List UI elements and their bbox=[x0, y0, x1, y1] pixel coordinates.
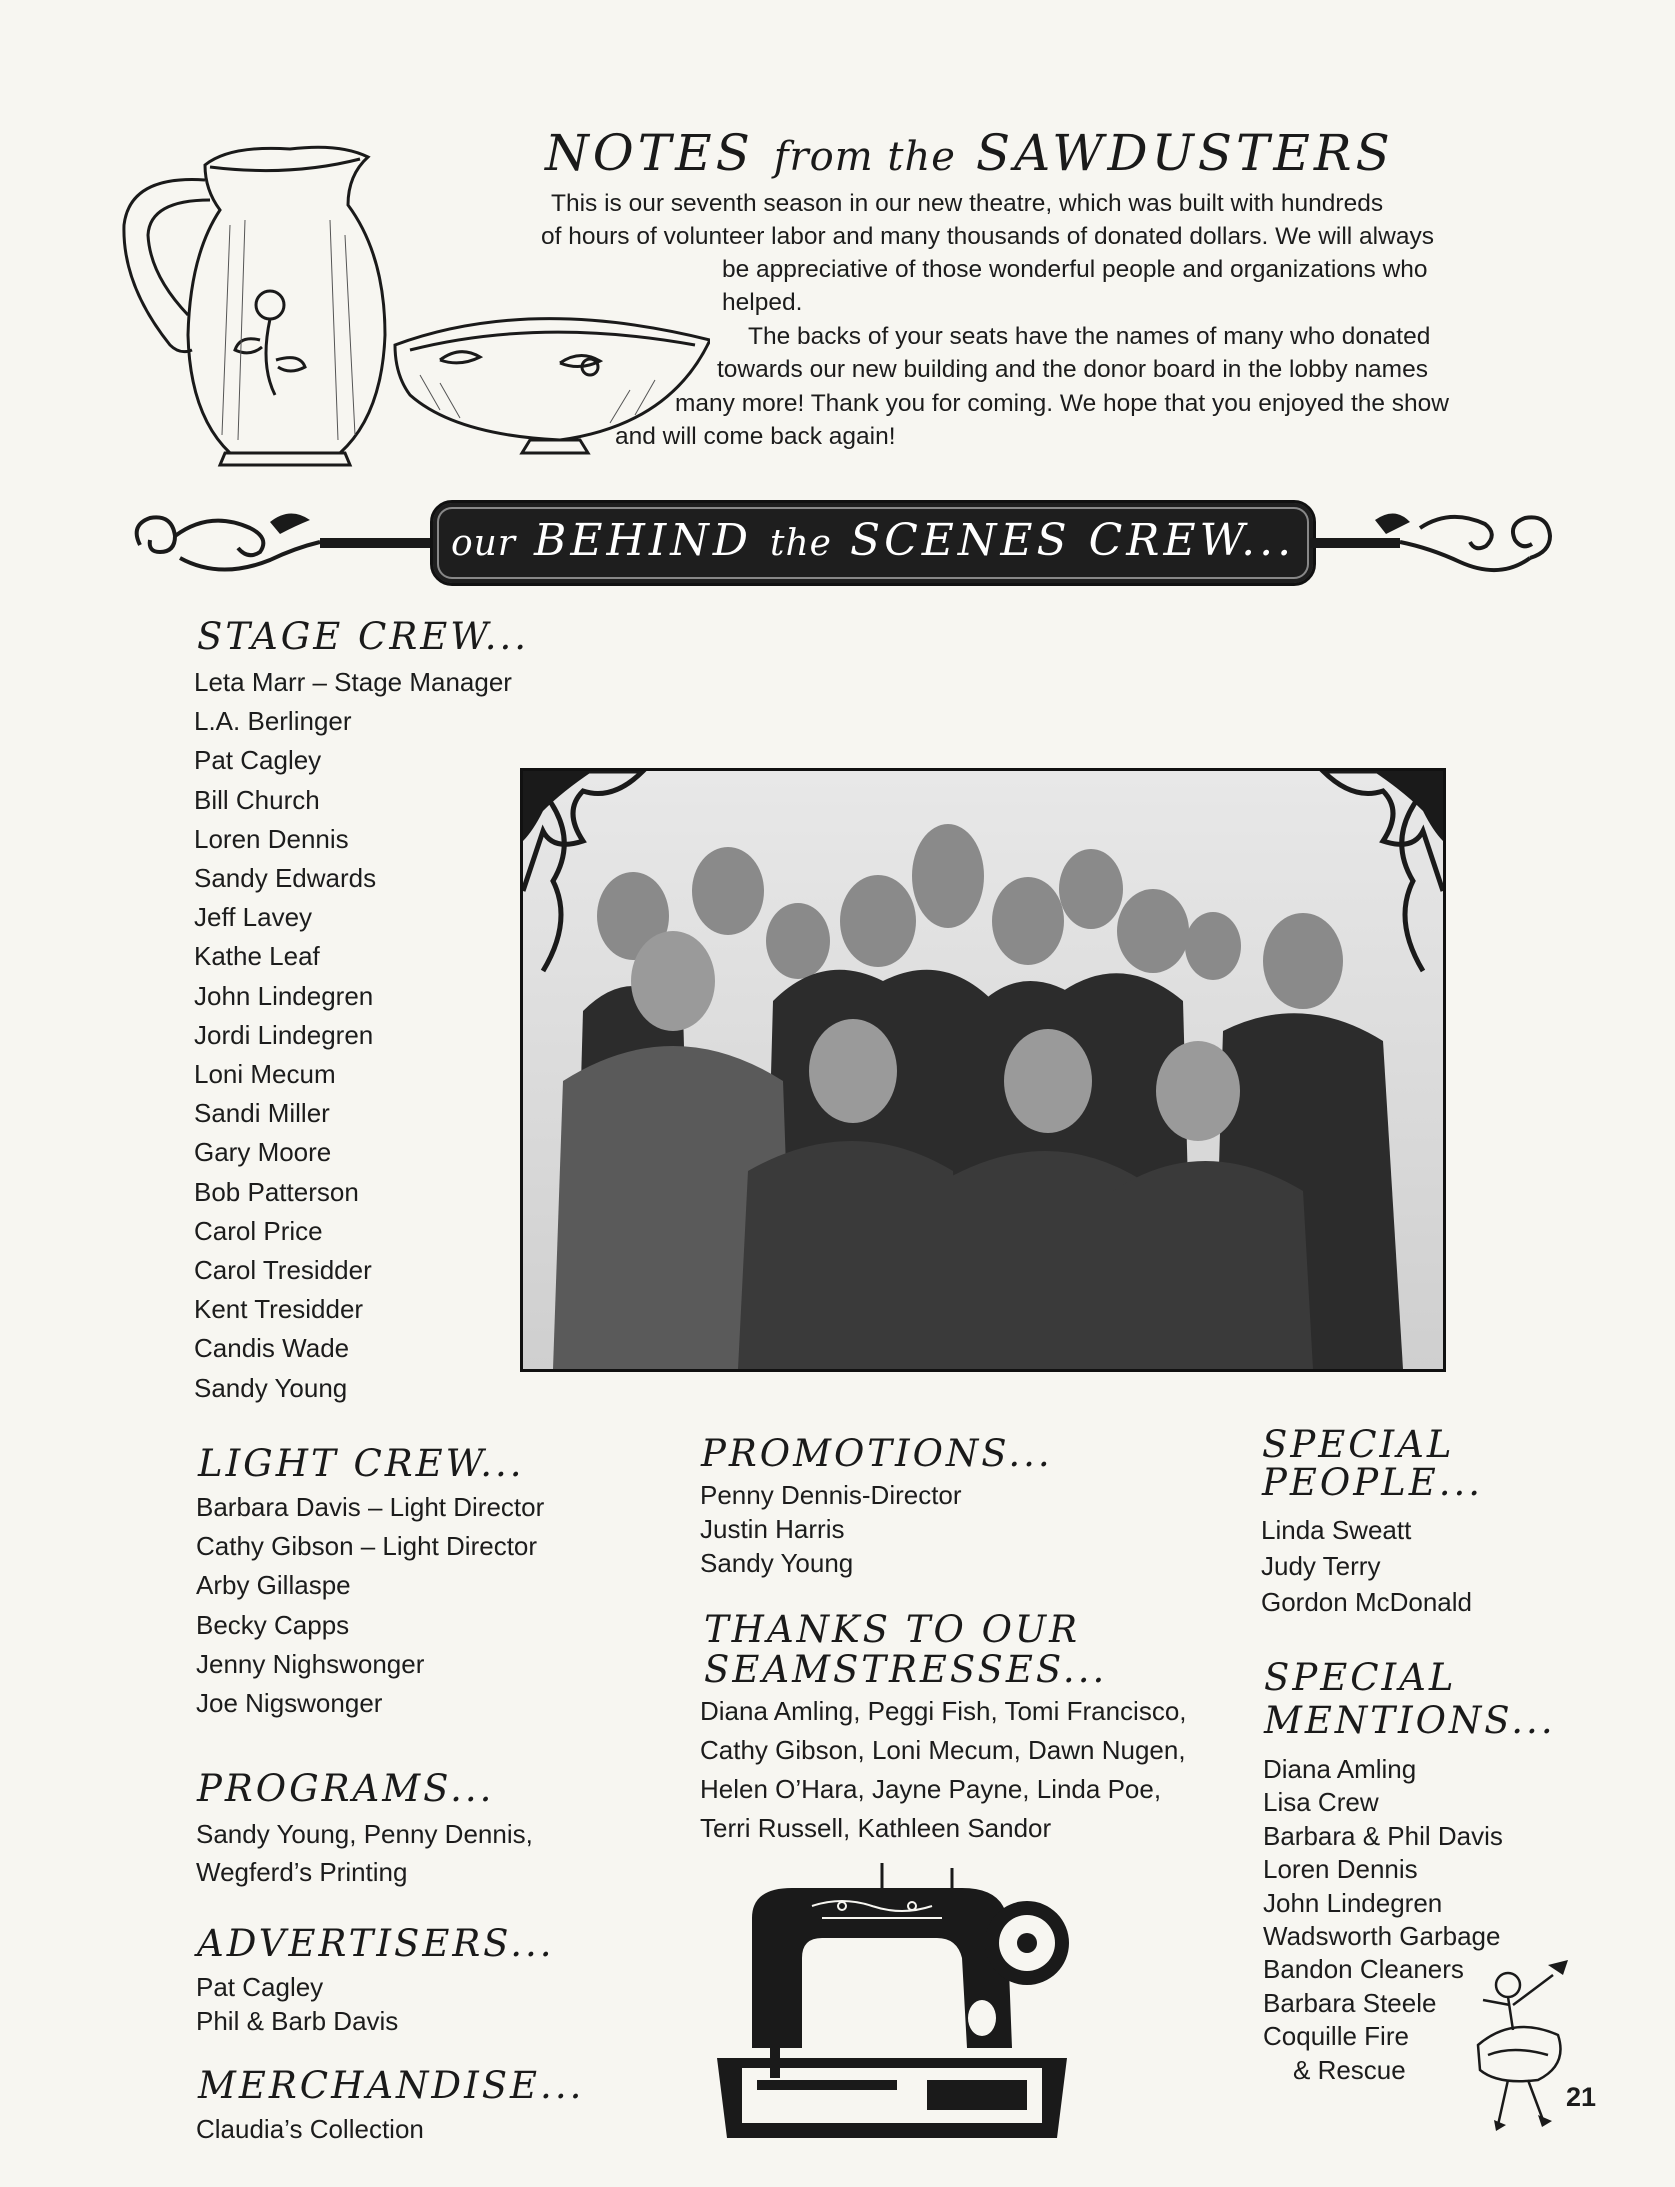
list-item: Wadsworth Garbage bbox=[1263, 1921, 1501, 1952]
notes-line-3: be appreciative of those wonderful people and organizations who bbox=[722, 256, 1428, 283]
list-item: Jordi Lindegren bbox=[194, 1019, 374, 1050]
page-number: 21 bbox=[1566, 2082, 1597, 2112]
list-item: Gordon McDonald bbox=[1261, 1587, 1472, 1617]
list-item: Cathy Gibson – Light Director bbox=[196, 1531, 538, 1562]
left-scroll-ornament bbox=[120, 500, 440, 590]
list-item: Candis Wade bbox=[194, 1333, 350, 1364]
behind-the-scenes-banner bbox=[120, 500, 1570, 590]
list-item: Linda Sweatt bbox=[1261, 1515, 1412, 1545]
list-item: Sandy Young, Penny Dennis, bbox=[196, 1819, 533, 1849]
special-people-list bbox=[1261, 1512, 1472, 1620]
right-scroll-ornament bbox=[1310, 500, 1570, 590]
list-item: Loren Dennis bbox=[194, 823, 349, 854]
list-item: Becky Capps bbox=[196, 1609, 350, 1640]
list-item: Helen O’Hara, Jayne Payne, Linda Poe, bbox=[700, 1774, 1162, 1804]
list-item: Loni Mecum bbox=[194, 1059, 336, 1090]
list-item: Gary Moore bbox=[194, 1137, 332, 1168]
merchandise-list bbox=[196, 2112, 424, 2146]
list-item: Carol Price bbox=[194, 1215, 323, 1246]
advertisers-list bbox=[196, 1970, 398, 2038]
sewing-machine-illustration bbox=[712, 1858, 1072, 2148]
notes-line-2: of hours of volunteer labor and many thousands of donated dollars. We will always bbox=[541, 223, 1434, 250]
list-item: Diana Amling bbox=[1263, 1754, 1417, 1784]
list-item: & Rescue bbox=[1293, 2054, 1406, 2085]
list-item: Pat Cagley bbox=[194, 745, 322, 776]
notes-line-4: helped. bbox=[722, 289, 803, 316]
merchandise-title: MERCHANDISE... bbox=[198, 2064, 585, 2107]
list-item: Bob Patterson bbox=[194, 1176, 359, 1207]
list-item: Cathy Gibson, Loni Mecum, Dawn Nugen, bbox=[700, 1735, 1186, 1765]
list-item: L.A. Berlinger bbox=[194, 706, 352, 737]
seamstresses-list bbox=[700, 1692, 1187, 1848]
list-item: Bill Church bbox=[194, 784, 320, 815]
list-item: Sandy Young bbox=[194, 1372, 348, 1403]
list-item: Penny Dennis-Director bbox=[700, 1480, 962, 1510]
list-item: Claudia’s Collection bbox=[196, 2114, 424, 2144]
list-item: Leta Marr – Stage Manager bbox=[194, 667, 512, 697]
list-item: Terri Russell, Kathleen Sandor bbox=[700, 1813, 1052, 1843]
list-item: Lisa Crew bbox=[1263, 1787, 1379, 1818]
special-mentions-list bbox=[1263, 1753, 1503, 2087]
promotions-list bbox=[700, 1478, 962, 1580]
stage-crew-list bbox=[194, 663, 512, 1408]
list-item: Diana Amling, Peggi Fish, Tomi Francisco, bbox=[700, 1696, 1187, 1726]
list-item: Arby Gillaspe bbox=[196, 1570, 351, 1601]
list-item: Sandi Miller bbox=[194, 1098, 330, 1129]
notes-line-1: This is our seventh season in our new theatre, which was built with hundreds bbox=[551, 190, 1384, 217]
list-item: Joe Nigswonger bbox=[196, 1688, 383, 1719]
list-item: Barbara & Phil Davis bbox=[1263, 1820, 1503, 1851]
notes-line-7: many more! Thank you for coming. We hope that you enjoyed the show bbox=[675, 390, 1449, 417]
list-item: Wegferd’s Printing bbox=[196, 1857, 408, 1887]
advertisers-title: ADVERTISERS... bbox=[197, 1922, 555, 1965]
special-people-title: SPECIAL PEOPLE... bbox=[1262, 1423, 1483, 1504]
notes-title: NOTES from the SAWDUSTERS bbox=[545, 124, 1394, 182]
list-item: Sandy Edwards bbox=[194, 863, 377, 894]
banner-pill bbox=[430, 500, 1316, 586]
list-item: Bandon Cleaners bbox=[1263, 1954, 1464, 1985]
programs-list bbox=[196, 1815, 533, 1891]
list-item: Barbara Davis – Light Director bbox=[196, 1492, 545, 1522]
list-item: John Lindegren bbox=[1263, 1887, 1443, 1918]
list-item: Judy Terry bbox=[1261, 1551, 1381, 1581]
stage-crew-title: STAGE CREW... bbox=[197, 615, 530, 658]
list-item: Kathe Leaf bbox=[194, 941, 320, 972]
light-crew-title: LIGHT CREW... bbox=[198, 1442, 525, 1485]
list-item: Phil & Barb Davis bbox=[196, 2006, 399, 2036]
list-item: John Lindegren bbox=[194, 980, 374, 1011]
list-item: Loren Dennis bbox=[1263, 1854, 1418, 1885]
crew-group-photo bbox=[520, 768, 1446, 1372]
banner-title: our BEHIND the SCENES CREW... bbox=[450, 515, 1296, 566]
list-item: Carol Tresidder bbox=[194, 1255, 372, 1286]
list-item: Sandy Young bbox=[700, 1548, 854, 1578]
special-mentions-title: SPECIAL MENTIONS... bbox=[1264, 1656, 1556, 1742]
notes-line-5: The backs of your seats have the names of many who donated bbox=[748, 323, 1431, 350]
list-item: Pat Cagley bbox=[196, 1972, 324, 2002]
list-item: Barbara Steele bbox=[1263, 1987, 1437, 2018]
list-item: Justin Harris bbox=[700, 1514, 845, 1544]
notes-line-8: and will come back again! bbox=[615, 423, 896, 450]
promotions-title: PROMOTIONS... bbox=[701, 1432, 1053, 1475]
programs-title: PROGRAMS... bbox=[197, 1767, 495, 1810]
seamstresses-title: THANKS TO OUR SEAMSTRESSES... bbox=[704, 1608, 1108, 1691]
light-crew-list bbox=[196, 1488, 544, 1723]
list-item: Jenny Nighswonger bbox=[196, 1648, 425, 1679]
notes-line-6: towards our new building and the donor board in the lobby names bbox=[717, 356, 1428, 383]
list-item: Kent Tresidder bbox=[194, 1294, 364, 1325]
list-item: Jeff Lavey bbox=[194, 902, 313, 933]
list-item: Coquille Fire bbox=[1263, 2021, 1409, 2052]
